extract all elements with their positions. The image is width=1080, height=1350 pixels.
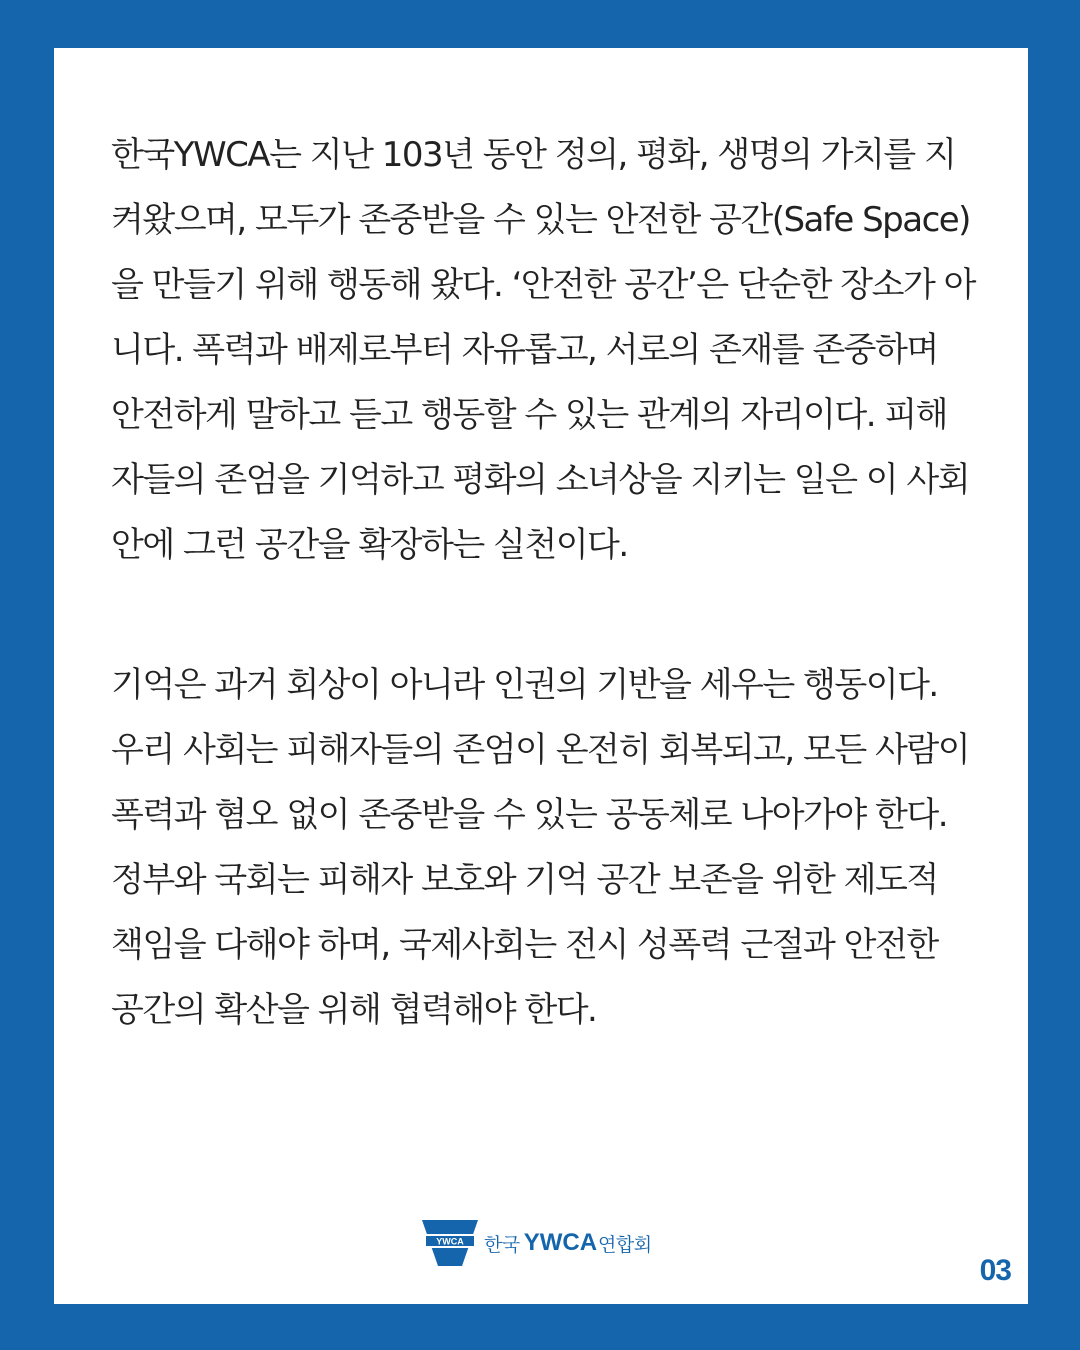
paragraph-1-line-4: 니다. 폭력과 배제로부터 자유롭고, 서로의 존재를 존중하며 [111,330,938,370]
page-number: 03 [979,1254,1011,1287]
logo-name: YWCA [523,1229,598,1256]
paragraph-2-line-1: 기억은 과거 회상이 아니라 인권의 기반을 세우는 행동이다. [111,665,938,705]
paragraph-1-line-5: 안전하게 말하고 듣고 행동할 수 있는 관계의 자리이다. 피해 [111,395,948,435]
paragraph-2-line-5: 책임을 다해야 하며, 국제사회는 전시 성폭력 근절과 안전한 [111,925,938,965]
paragraph-2-line-2: 우리 사회는 피해자들의 존엄이 온전히 회복되고, 모든 사람이 [111,730,970,770]
logo-prefix: 한국 [484,1233,520,1256]
paragraph-2-line-4: 정부와 국회는 피해자 보호와 기억 공간 보존을 위한 제도적 [111,860,938,900]
paragraph-1-line-7: 안에 그런 공간을 확장하는 실천이다. [111,525,628,565]
paragraph-1-line-6: 자들의 존엄을 기억하고 평화의 소녀상을 지키는 일은 이 사회 [111,460,970,500]
paragraph-1-line-2: 켜왔으며, 모두가 존중받을 수 있는 안전한 공간(Safe Space) [111,200,970,240]
paragraph-2-line-3: 폭력과 혐오 없이 존중받을 수 있는 공동체로 나아가야 한다. [111,795,948,835]
logo-suffix: 연합회 [598,1233,652,1256]
ywca-logo [422,1220,652,1266]
ywca-mark-icon [422,1220,478,1266]
content-card [54,48,1028,1304]
paragraph-2-line-6: 공간의 확산을 위해 협력해야 한다. [111,990,597,1030]
paragraph-1-line-1: 한국YWCA는 지난 103년 동안 정의, 평화, 생명의 가치를 지 [111,135,956,175]
logo-mark-text: YWCA [436,1236,464,1247]
paragraph-1-line-3: 을 만들기 위해 행동해 왔다. ‘안전한 공간’은 단순한 장소가 아 [111,265,975,305]
